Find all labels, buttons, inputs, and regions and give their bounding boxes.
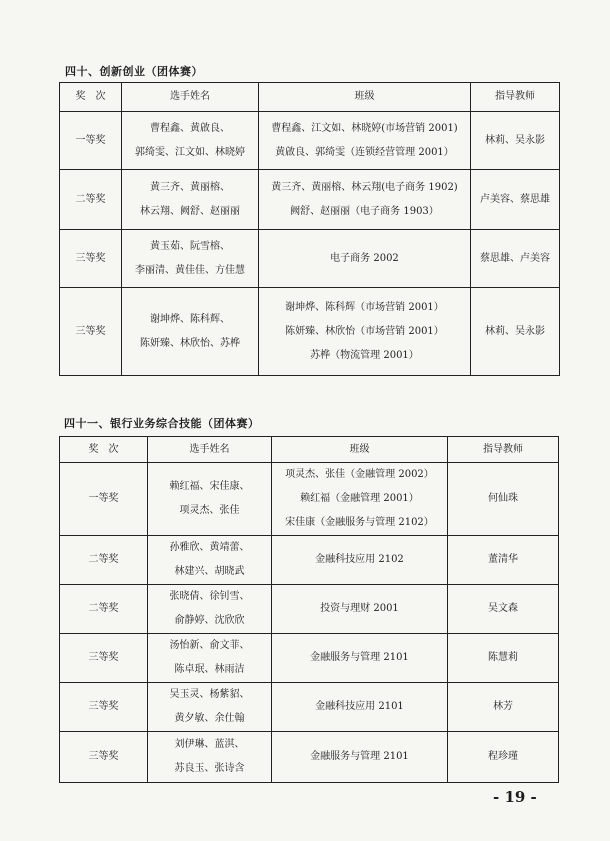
players-cell-line: 张晓倩、徐钊雪、 — [169, 591, 250, 602]
teacher-cell: 林莉、吴永影 — [471, 112, 560, 170]
class-cell-line: 黄啟良、郭绮雯（连锁经营管理 2001） — [275, 146, 454, 158]
table-row — [60, 463, 559, 536]
class-cell — [259, 170, 471, 230]
class-cell-line: 黄三齐、黄丽榕、林云翔(电子商务 1902) — [271, 181, 458, 193]
class-cell — [272, 536, 448, 585]
teacher-cell: 程珍瑾 — [448, 732, 559, 783]
table-row — [60, 230, 560, 288]
players-cell-line: 黄玉茹、阮雪榕、 — [150, 240, 230, 252]
class-cell — [259, 288, 471, 376]
table-row — [60, 634, 559, 683]
players-cell-line: 陈卓珉、林雨洁 — [174, 664, 245, 675]
class-cell — [259, 112, 471, 170]
players-cell — [148, 683, 272, 732]
class-cell-line: 谢坤烨、陈科辉（市场营销 2001） — [285, 301, 444, 313]
award-cell: 三等奖 — [60, 230, 122, 288]
header-class: 班级 — [272, 437, 448, 463]
class-cell — [272, 732, 448, 783]
class-cell — [272, 634, 448, 683]
innovation-results-table — [59, 82, 560, 376]
award-cell: 二等奖 — [60, 585, 148, 634]
class-cell — [272, 463, 448, 536]
class-cell-line: 金融服务与管理 2101 — [310, 751, 409, 762]
class-cell-line: 电子商务 2002 — [330, 252, 399, 264]
header-teacher: 指导教师 — [448, 437, 559, 463]
players-cell-line: 陈妍臻、林欣怡、苏桦 — [140, 337, 240, 349]
teacher-cell: 蔡思雄、卢美容 — [471, 230, 560, 288]
players-cell-line: 俞静婷、沈欣欣 — [174, 615, 245, 626]
table-row — [60, 732, 559, 783]
class-cell-line: 苏桦（物流管理 2001） — [310, 349, 419, 361]
header-teacher: 指导教师 — [471, 83, 560, 112]
players-cell — [122, 112, 259, 170]
table-row — [60, 112, 560, 170]
award-cell: 三等奖 — [60, 288, 122, 376]
award-cell: 三等奖 — [60, 683, 148, 732]
players-cell-line: 林建兴、胡晓武 — [174, 566, 245, 577]
table-row — [60, 536, 559, 585]
table-row — [60, 288, 560, 376]
table-header-row — [60, 83, 560, 112]
class-cell-line: 曹程鑫、江文如、林晓婷(市场营销 2001) — [271, 122, 458, 134]
players-cell-line: 李丽清、黄佳佳、方佳慧 — [135, 264, 245, 276]
teacher-cell: 林芳 — [448, 683, 559, 732]
players-cell — [148, 463, 272, 536]
teacher-cell: 何仙珠 — [448, 463, 559, 536]
page-number: - 19 - — [493, 788, 537, 806]
header-class: 班级 — [259, 83, 471, 112]
class-cell-line: 赖红福（金融管理 2001） — [300, 493, 419, 504]
players-cell-line: 谢坤烨、陈科辉、 — [150, 313, 230, 325]
award-cell: 三等奖 — [60, 732, 148, 783]
players-cell-line: 赖红福、宋佳康、 — [169, 481, 250, 492]
class-cell-line: 项灵杰、张佳（金融管理 2002） — [285, 469, 434, 480]
players-cell-line: 刘伊琳、蓝淇、 — [174, 739, 245, 750]
class-cell-line: 金融科技应用 2101 — [315, 701, 404, 712]
award-cell: 二等奖 — [60, 536, 148, 585]
award-cell: 一等奖 — [60, 463, 148, 536]
teacher-cell: 吴文森 — [448, 585, 559, 634]
header-award: 奖 次 — [60, 83, 122, 112]
teacher-cell: 董清华 — [448, 536, 559, 585]
class-cell-line: 阙舒、赵丽丽（电子商务 1903） — [290, 205, 439, 217]
players-cell-line: 黄夕敏、余仕翰 — [174, 713, 245, 724]
teacher-cell: 陈慧莉 — [448, 634, 559, 683]
players-cell-line: 项灵杰、张佳 — [179, 505, 240, 516]
section-title-innovation: 四十、创新创业（团体赛） — [65, 65, 203, 78]
table-row — [60, 585, 559, 634]
header-players: 选手姓名 — [148, 437, 272, 463]
award-cell: 二等奖 — [60, 170, 122, 230]
class-cell — [272, 683, 448, 732]
section-title-banking: 四十一、银行业务综合技能（团体赛） — [64, 417, 260, 430]
players-cell-line: 孙雅欣、黄靖蕾、 — [169, 542, 250, 553]
teacher-cell: 卢美容、蔡思雄 — [471, 170, 560, 230]
header-award: 奖 次 — [60, 437, 148, 463]
class-cell-line: 金融服务与管理 2101 — [310, 652, 409, 663]
players-cell — [148, 732, 272, 783]
players-cell — [148, 634, 272, 683]
table-row — [60, 683, 559, 732]
banking-results-table — [59, 436, 559, 783]
header-players: 选手姓名 — [122, 83, 259, 112]
players-cell — [122, 288, 259, 376]
players-cell-line: 郭绮雯、江文如、林晓婷 — [135, 146, 245, 158]
class-cell-line: 投资与理财 2001 — [320, 603, 399, 614]
table-header-row — [60, 437, 559, 463]
players-cell — [122, 170, 259, 230]
table-row — [60, 170, 560, 230]
class-cell-line: 宋佳康（金融服务与管理 2102） — [285, 517, 434, 528]
teacher-cell: 林莉、吴永影 — [471, 288, 560, 376]
players-cell — [148, 585, 272, 634]
players-cell-line: 林云翔、阙舒、赵丽丽 — [140, 205, 240, 217]
players-cell-line: 曹程鑫、黄啟良、 — [150, 122, 230, 134]
players-cell — [148, 536, 272, 585]
award-cell: 三等奖 — [60, 634, 148, 683]
players-cell — [122, 230, 259, 288]
players-cell-line: 黄三齐、黄丽榕、 — [150, 181, 230, 193]
players-cell-line: 苏良玉、张诗含 — [174, 763, 245, 774]
class-cell-line: 金融科技应用 2102 — [315, 554, 404, 565]
players-cell-line: 吴玉灵、杨紫貂、 — [169, 689, 250, 700]
players-cell-line: 汤怡新、俞文菲、 — [169, 640, 250, 651]
class-cell-line: 陈妍臻、林欣怡（市场营销 2001） — [285, 325, 444, 337]
class-cell — [259, 230, 471, 288]
award-cell: 一等奖 — [60, 112, 122, 170]
class-cell — [272, 585, 448, 634]
